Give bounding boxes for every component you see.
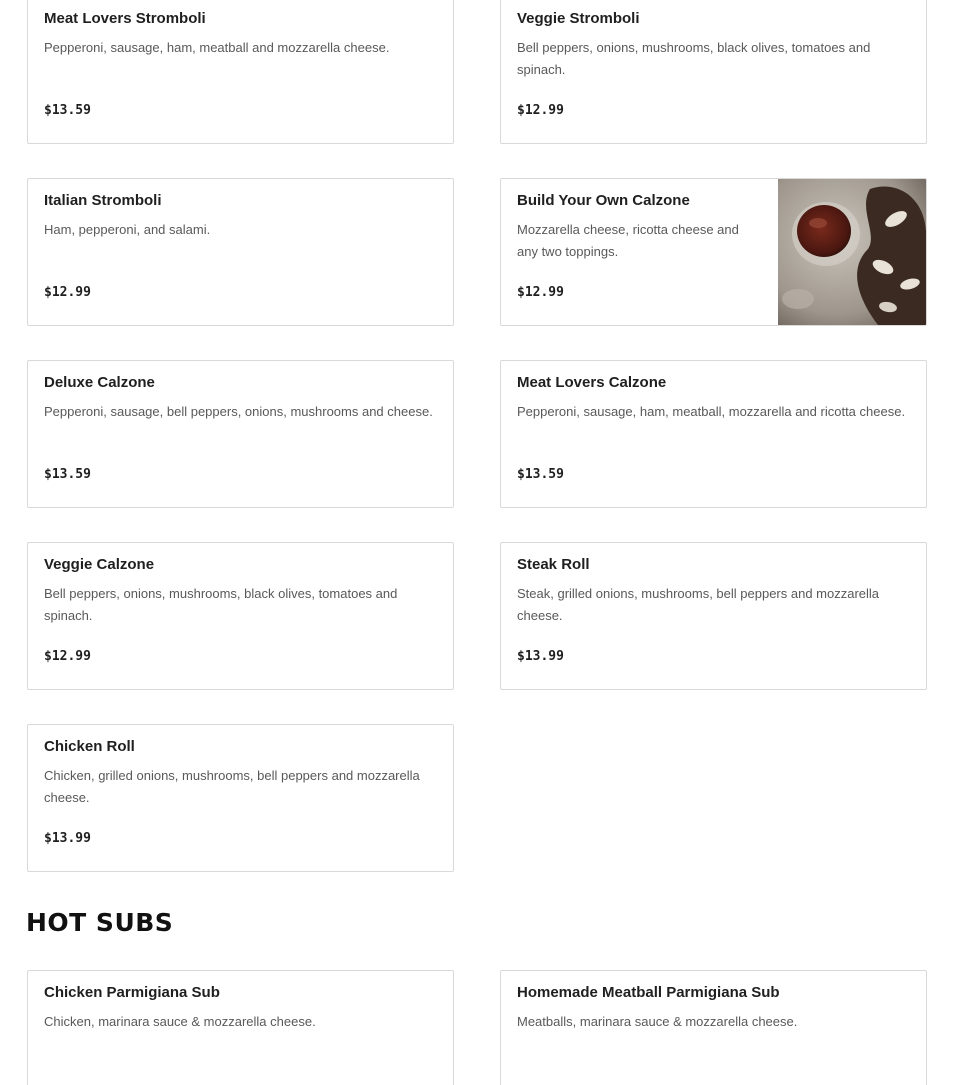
item-name: Chicken Roll: [44, 738, 135, 755]
item-description: Chicken, grilled onions, mushrooms, bell peppers and mozzarella cheese.: [44, 768, 420, 805]
menu-item-card[interactable]: [500, 178, 927, 326]
item-description: Pepperoni, sausage, bell peppers, onions, mushrooms and cheese.: [44, 404, 433, 419]
item-name: Chicken Parmigiana Sub: [44, 984, 220, 1001]
item-name: Meat Lovers Calzone: [517, 374, 667, 391]
item-price: $12.99: [517, 285, 564, 300]
section-title-hot-subs: HOT SUBS: [26, 908, 174, 937]
menu-item-card[interactable]: [500, 0, 927, 144]
item-name: Meat Lovers Stromboli: [44, 10, 206, 27]
item-description: Mozzarella cheese, ricotta cheese and any two toppings.: [517, 222, 739, 259]
item-name: Steak Roll: [517, 556, 590, 573]
item-name: Italian Stromboli: [44, 192, 162, 209]
menu-item-card[interactable]: [27, 542, 454, 690]
menu-item-card[interactable]: [27, 724, 454, 872]
menu-item-card[interactable]: [27, 0, 454, 144]
calzone-photo-illustration: [778, 179, 926, 325]
item-price: $13.59: [44, 467, 91, 482]
item-description: Steak, grilled onions, mushrooms, bell peppers and mozzarella cheese.: [517, 586, 880, 623]
item-description: Pepperoni, sausage, ham, meatball, mozzarella and ricotta cheese.: [517, 404, 906, 419]
menu-item-card[interactable]: [27, 178, 454, 326]
item-description: Bell peppers, onions, mushrooms, black olives, tomatoes and spinach.: [517, 40, 871, 77]
item-name: Homemade Meatball Parmigiana Sub: [517, 984, 780, 1001]
item-name: Build Your Own Calzone: [517, 192, 690, 209]
item-price: $13.99: [517, 649, 564, 664]
menu-item-card[interactable]: [500, 970, 927, 1085]
item-price: $13.59: [517, 467, 564, 482]
item-price: $13.99: [44, 831, 91, 846]
item-description: Pepperoni, sausage, ham, meatball and mozzarella cheese.: [44, 40, 390, 55]
item-name: Veggie Stromboli: [517, 10, 640, 27]
calzone-photo: [778, 179, 926, 325]
item-name: Deluxe Calzone: [44, 374, 155, 391]
item-price: $12.99: [517, 103, 564, 118]
item-price: $13.59: [44, 103, 91, 118]
item-description: Bell peppers, onions, mushrooms, black olives, tomatoes and spinach.: [44, 586, 398, 623]
menu-item-card[interactable]: [500, 360, 927, 508]
item-description: Meatballs, marinara sauce & mozzarella cheese.: [517, 1014, 798, 1029]
item-description: Chicken, marinara sauce & mozzarella cheese.: [44, 1014, 316, 1029]
item-name: Veggie Calzone: [44, 556, 155, 573]
item-price: $12.99: [44, 649, 91, 664]
menu-item-card[interactable]: [27, 970, 454, 1085]
item-description: Ham, pepperoni, and salami.: [44, 222, 211, 237]
item-price: $12.99: [44, 285, 91, 300]
menu-item-card[interactable]: [27, 360, 454, 508]
menu-item-card[interactable]: [500, 542, 927, 690]
